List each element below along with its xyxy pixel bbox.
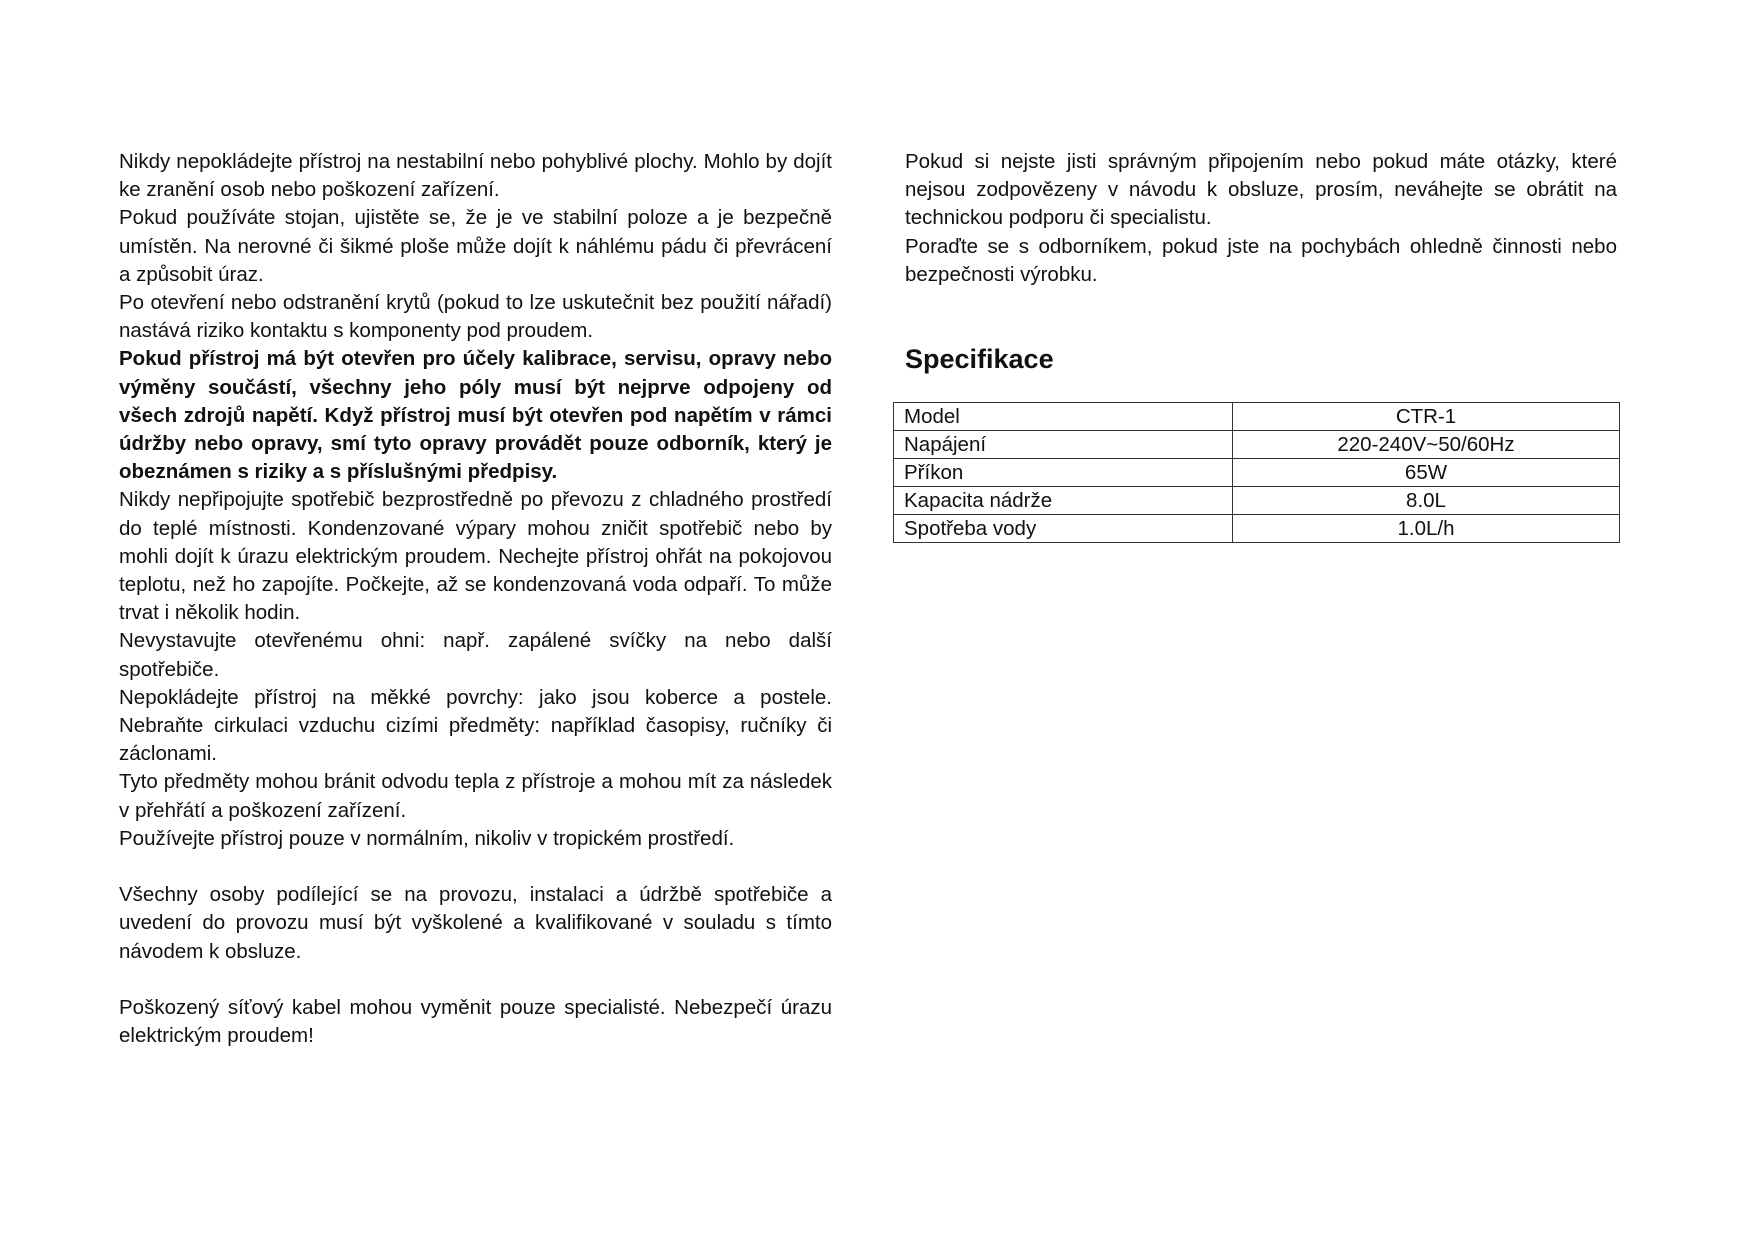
- paragraph-stand-safety: Pokud používáte stojan, ujistěte se, že je ve stabilní poloze a je bezpečně umístěn. Na nerovné či šikmé ploše může dojít k náhlému pádu či převrácení a způsobit úraz.: [119, 206, 832, 286]
- paragraph-consult-expert: Poraďte se s odborníkem, pokud jste na pochybách ohledně činnosti nebo bezpečnosti výrobku.: [905, 234, 1617, 286]
- paragraph-condensation: Nikdy nepřipojujte spotřebič bezprostředně po převozu z chladného prostředí do teplé místnosti. Kondenzované výpary mohou zničit spotřebič nebo by mohli dojít k úrazu elektrickým proudem. Nechejte přístroj ohřát na pokojovou teplotu, než ho zapojíte. Počkejte, až se kondenzovaná voda odpaří. To může trvat i několik hodin.: [119, 488, 832, 625]
- table-row: [894, 403, 1620, 431]
- spec-label-power-supply: Napájení: [894, 431, 1233, 459]
- table-row: [894, 515, 1620, 543]
- paragraph-soft-surfaces: Nepokládejte přístroj na měkké povrchy: jako jsou koberce a postele. Nebraňte cirkulaci vzduchu cizími předměty: například časopisy, ručníky či záclonami.: [119, 685, 832, 766]
- spec-label-power-input: Příkon: [894, 459, 1233, 487]
- paragraph-overheating: Tyto předměty mohou bránit odvodu tepla z přístroje a mohou mít za následek v přehřátí a poškození zařízení.: [119, 770, 832, 822]
- specifications-table: [893, 402, 1620, 543]
- paragraph-service-warning: Pokud přístroj má být otevřen pro účely kalibrace, servisu, opravy nebo výměny součástí, všechny jeho póly musí být nejprve odpojeny od všech zdrojů napětí. Když přístroj musí být otevřen pod napětím v rámci údržby nebo opravy, smí tyto opravy provádět pouze odborník, který je obeznámen s riziky a s příslušnými předpisy.: [119, 347, 832, 484]
- table-row: [894, 459, 1620, 487]
- paragraph-qualified-persons: Všechny osoby podílející se na provozu, instalaci a údržbě spotřebiče a uvedení do provozu musí být vyškolené a kvalifikované v souladu s tímto návodem k obsluze.: [119, 883, 832, 963]
- paragraph-cover-removal: Po otevření nebo odstranění krytů (pokud to lze uskutečnit bez použití nářadí) nastává riziko kontaktu s komponenty pod proudem.: [119, 291, 832, 343]
- paragraph-tropical: Používejte přístroj pouze v normálním, nikoliv v tropickém prostředí.: [119, 826, 735, 850]
- spec-value-power-supply: 220-240V~50/60Hz: [1233, 431, 1620, 459]
- paragraph-unstable-surface: Nikdy nepokládejte přístroj na nestabilní nebo pohyblivé plochy. Mohlo by dojít ke zranění osob nebo poškození zařízení.: [119, 150, 832, 202]
- spec-value-water-consumption: 1.0L/h: [1233, 515, 1620, 543]
- paragraph-damaged-cable: Poškozený síťový kabel mohou vyměnit pouze specialisté. Nebezpečí úrazu elektrickým proudem!: [119, 996, 832, 1048]
- table-row: [894, 487, 1620, 515]
- spec-label-model: Model: [894, 403, 1233, 431]
- paragraph-open-fire: Nevystavujte otevřenému ohni: např. zapálené svíčky na nebo další spotřebiče.: [119, 629, 832, 681]
- spec-value-power-input: 65W: [1233, 459, 1620, 487]
- left-text-column: [119, 148, 832, 1050]
- spec-value-tank-capacity: 8.0L: [1233, 487, 1620, 515]
- paragraph-connection-questions: Pokud si nejste jisti správným připojením nebo pokud máte otázky, které nejsou zodpovězeny v návodu k obsluze, prosím, neváhejte se obrátit na technickou podporu či specialistu.: [905, 150, 1617, 230]
- spec-label-tank-capacity: Kapacita nádrže: [894, 487, 1233, 515]
- spec-value-model: CTR-1: [1233, 403, 1620, 431]
- spec-label-water-consumption: Spotřeba vody: [894, 515, 1233, 543]
- specifications-heading: Specifikace: [905, 344, 1054, 374]
- right-text-column: [905, 148, 1617, 289]
- table-row: [894, 431, 1620, 459]
